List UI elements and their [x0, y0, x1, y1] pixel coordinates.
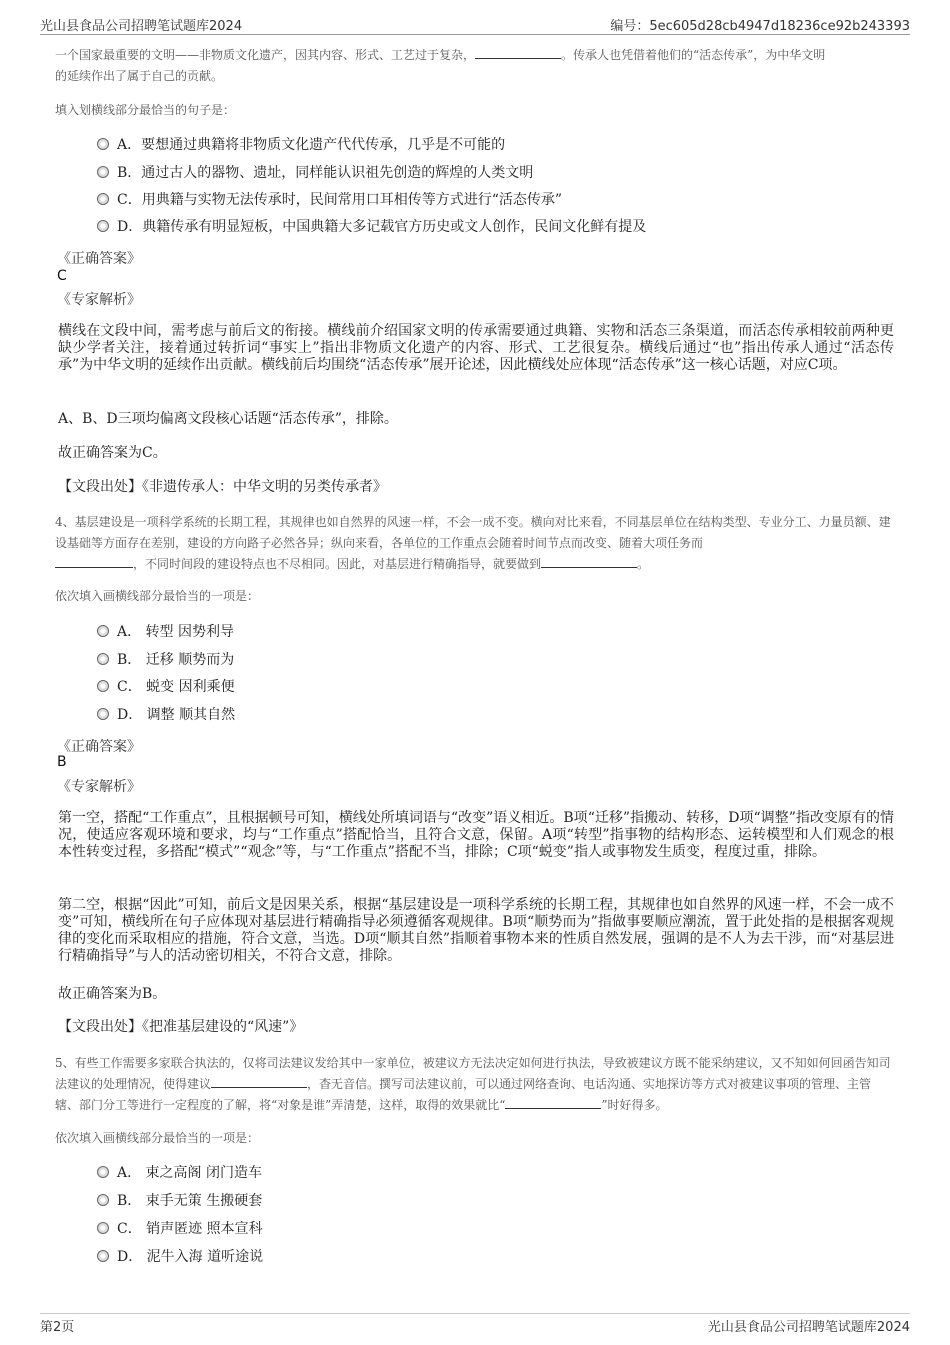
radio-icon[interactable]	[97, 1194, 109, 1206]
q5-blank-2	[505, 1096, 601, 1109]
q3-option-b[interactable]: B．通过古人的器物、遗址，同样能认识祖先创造的辉煌的人类文明	[97, 163, 533, 183]
page-number: 第2页	[40, 1320, 75, 1335]
q3-stem: 一个国家最重要的文明——非物质文化遗产，因其内容、形式、工艺过于复杂， 。传承人也凭借着他们的“活态传承”，为中华文明 的延续作出了属于自己的贡献。	[55, 48, 826, 83]
q5-blank-1	[211, 1075, 307, 1088]
radio-icon[interactable]	[97, 193, 109, 205]
radio-icon[interactable]	[97, 166, 109, 178]
q4-option-d[interactable]: D． 调整 顺其自然	[97, 705, 235, 725]
footer-title: 光山县食品公司招聘笔试题库2024	[707, 1320, 910, 1335]
radio-icon[interactable]	[97, 1250, 109, 1262]
q3-option-a[interactable]: A．要想通过典籍将非物质文化遗产代代传承，几乎是不可能的	[97, 135, 505, 155]
q5-option-d[interactable]: D． 泥牛入海 道听途说	[97, 1247, 263, 1267]
header-title: 光山县食品公司招聘笔试题库2024	[40, 19, 243, 34]
header-doc-id: 编号：5ec605d28cb4947d18236ce92b243393	[610, 19, 910, 34]
radio-icon[interactable]	[97, 1222, 109, 1234]
q4-analysis-label: 《专家解析》	[57, 779, 141, 795]
radio-icon[interactable]	[97, 680, 109, 692]
q5-option-a[interactable]: A． 束之高阁 闭门造车	[97, 1163, 262, 1183]
q3-analysis-1: 横线在文段中间，需考虑与前后文的衔接。横线前介绍国家文明的传承需要通过典籍、实物和活态三条渠道，而活态传承相较前两种更缺少学者关注，接着通过转折词“事实上”指出非物质文化遗产的内容、形式、工艺很复杂。横线后通过“也”指出传承人通过“活态传承”为中华文明的延续作出贡献。横线前后均围绕“活态传承”展开论述，因此横线处应体现“活态传承”这一核心话题，对应C项。	[58, 323, 894, 373]
q4-analysis-3: 故正确答案为B。	[58, 986, 167, 1002]
q3-option-c[interactable]: C．用典籍与实物无法传承时，民间常用口耳相传等方式进行“活态传承”	[97, 190, 562, 210]
q3-analysis-3: 故正确答案为C。	[58, 445, 167, 461]
radio-icon[interactable]	[97, 625, 109, 637]
q4-option-b[interactable]: B． 迁移 顺势而为	[97, 650, 234, 670]
q4-analysis-2: 第二空，根据“因此”可知，前后文是因果关系，根据“基层建设是一项科学系统的长期工程，其规律也如自然界的风速一样，不会一成不变”可知，横线所在句子应体现对基层进行精确指导必须遵循客观规律。B项“顺势而为”指做事要顺应潮流，置于此处指的是根据客观规律的变化而采取相应的措施，符合文意，当选。D项“顺其自然”指顺着事物本来的性质自然发展，强调的是不人为去干涉，而“对基层进行精确指导”与人的活动密切相关，不符合文意，排除。	[58, 897, 894, 964]
q3-source: 【文段出处】《非遗传承人：中华文明的另类传承者》	[58, 479, 387, 495]
q4-source: 【文段出处】《把准基层建设的“风速”》	[58, 1019, 304, 1035]
q5-option-c[interactable]: C． 销声匿迹 照本宣科	[97, 1219, 263, 1239]
radio-icon[interactable]	[97, 653, 109, 665]
radio-icon[interactable]	[97, 708, 109, 720]
q3-analysis-label: 《专家解析》	[57, 292, 141, 308]
q3-option-d[interactable]: D．典籍传承有明显短板，中国典籍大多记载官方历史或文人创作，民间文化鲜有提及	[97, 217, 646, 237]
q3-analysis-2: A、B、D三项均偏离文段核心话题“活态传承”，排除。	[58, 411, 398, 427]
q4-blank-1	[55, 555, 133, 568]
q4-option-a[interactable]: A． 转型 因势利导	[97, 622, 234, 642]
q5-stem: 5、有些工作需要多家联合执法的，仅将司法建议发给其中一家单位，被建议方无法决定如何进行执法，导致被建议方既不能采纳建议，又不知如何回函告知司法建议的处理情况，使得建议 ，杳无音信。撰写司法建议前，可以通过网络查询、电话沟通、实地探访等方式对被建议事项的管理、主管辖、部门分工等进行一定程度的了解，将“对象是谁”弄清楚，这样，取得的效果就比“ ”时好得多。	[55, 1056, 891, 1112]
radio-icon[interactable]	[97, 220, 109, 232]
q3-answer-label: 《正确答案》	[57, 251, 141, 267]
q5-prompt: 依次填入画横线部分最恰当的一项是：	[55, 1131, 260, 1145]
q4-prompt: 依次填入画横线部分最恰当的一项是：	[55, 589, 260, 603]
radio-icon[interactable]	[97, 1166, 109, 1178]
q4-stem: 4、基层建设是一项科学系统的长期工程，其规律也如自然界的风速一样，不会一成不变。横向对比来看，不同基层单位在结构类型、专业分工、力量员额、建设基础等方面存在差别，建设的方向路子必然各异；纵向来看，各单位的工作重点会随着时间节点而改变、随着大项任务而 ，不同时间段的建设特点也不尽相同。因此，对基层进行精确指导，就要做到 。	[55, 515, 891, 571]
q4-blank-2	[541, 555, 637, 568]
q3-prompt: 填入划横线部分最恰当的句子是：	[55, 103, 236, 117]
q4-answer-label: 《正确答案》	[57, 739, 141, 755]
q4-option-c[interactable]: C． 蜕变 因利乘便	[97, 677, 235, 697]
page-header	[40, 12, 910, 35]
page-footer	[40, 1313, 910, 1336]
q4-analysis-1: 第一空，搭配“工作重点”，且根据顿号可知，横线处所填词语与“改变”语义相近。B项“迁移”指搬动、转移，D项“调整”指改变原有的情况，使适应客观环境和要求，均与“工作重点”搭配恰当，且符合文意，保留。A项“转型”指事物的结构形态、运转模型和人们观念的根本性转变过程，多搭配“模式”“观念”等，与“工作重点”搭配不当，排除；C项“蜕变”指人或事物发生质变，程度过重，排除。	[58, 810, 894, 860]
q5-option-b[interactable]: B． 束手无策 生搬硬套	[97, 1191, 262, 1211]
q4-answer: B	[57, 754, 67, 770]
q3-answer: C	[57, 268, 67, 284]
q3-blank	[475, 46, 561, 59]
radio-icon[interactable]	[97, 138, 109, 150]
